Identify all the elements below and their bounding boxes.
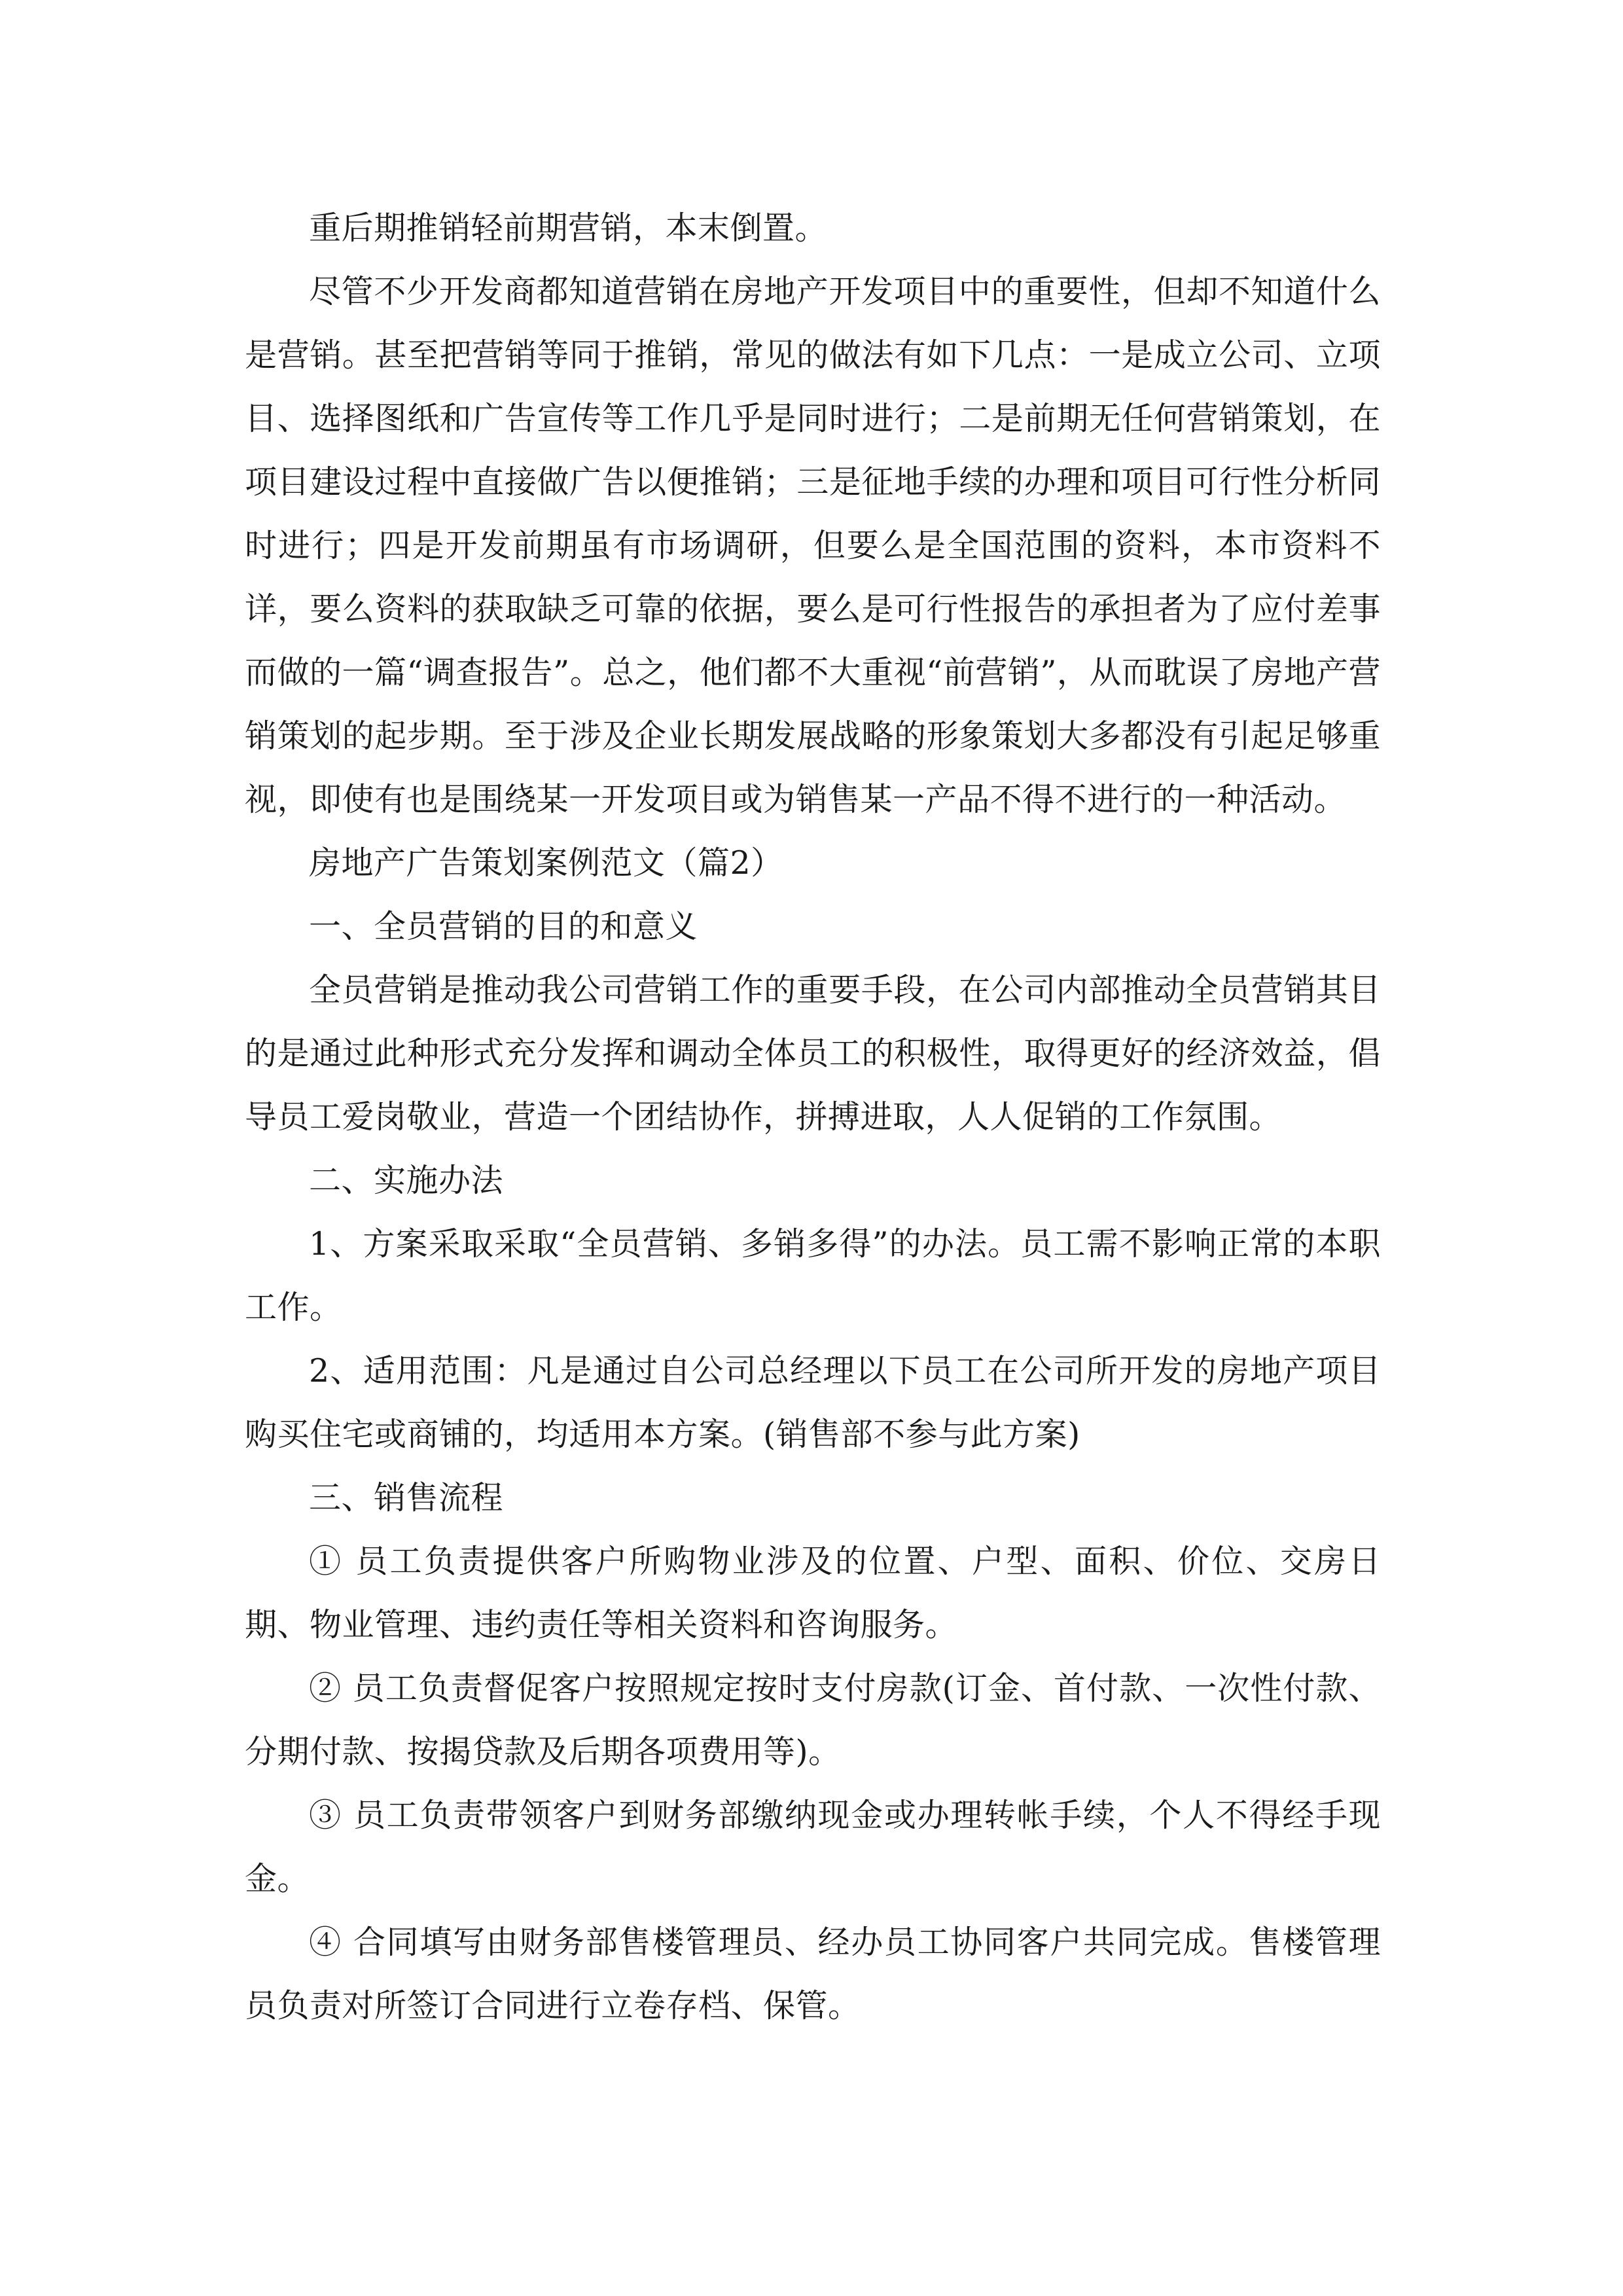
paragraph-1: 重后期推销轻前期营销，本末倒置。 [309, 209, 828, 247]
section-heading-3: 三、销售流程 [309, 1479, 504, 1516]
document-body [245, 196, 1381, 2037]
list-item-1: 1、方案采取采取“全员营销、多销多得”的办法。员工需不影响正常的本职工作。 [245, 1225, 1381, 1326]
section-heading-2: 二、实施办法 [309, 1162, 504, 1199]
step-item-3: ③ 员工负责带领客户到财务部缴纳现金或办理转帐手续，个人不得经手现金。 [245, 1797, 1381, 1897]
article-title: 房地产广告策划案例范文（篇2） [309, 844, 783, 882]
step-item-2: ② 员工负责督促客户按照规定按时支付房款(订金、首付款、一次性付款、分期付款、按揭贷款及后期各项费用等)。 [245, 1670, 1381, 1770]
paragraph-2: 尽管不少开发商都知道营销在房地产开发项目中的重要性，但却不知道什么是营销。甚至把营销等同于推销，常见的做法有如下几点：一是成立公司、立项目、选择图纸和广告宣传等工作几乎是同时进行；二是前期无任何营销策划，在项目建设过程中直接做广告以便推销；三是征地手续的办理和项目可行性分析同时进行；四是开发前期虽有市场调研，但要么是全国范围的资料，本市资料不详，要么资料的获取缺乏可靠的依据，要么是可行性报告的承担者为了应付差事而做的一篇“调查报告”。总之，他们都不大重视“前营销”，从而耽误了房地产营销策划的起步期。至于涉及企业长期发展战略的形象策划大多都没有引起足够重视，即使有也是围绕某一开发项目或为销售某一产品不得不进行的一种活动。 [245, 273, 1381, 818]
list-item-2: 2、适用范围：凡是通过自公司总经理以下员工在公司所开发的房地产项目购买住宅或商铺的，均适用本方案。(销售部不参与此方案) [245, 1352, 1381, 1453]
section-heading-1: 一、全员营销的目的和意义 [309, 908, 698, 945]
step-item-4: ④ 合同填写由财务部售楼管理员、经办员工协同客户共同完成。售楼管理员负责对所签订合同进行立卷存档、保管。 [245, 1924, 1381, 2024]
paragraph-3: 全员营销是推动我公司营销工作的重要手段，在公司内部推动全员营销其目的是通过此种形式充分发挥和调动全体员工的积极性，取得更好的经济效益，倡导员工爱岗敬业，营造一个团结协作，拼搏进取，人人促销的工作氛围。 [245, 971, 1381, 1136]
step-item-1: ① 员工负责提供客户所购物业涉及的位置、户型、面积、价位、交房日期、物业管理、违约责任等相关资料和咨询服务。 [245, 1543, 1381, 1643]
